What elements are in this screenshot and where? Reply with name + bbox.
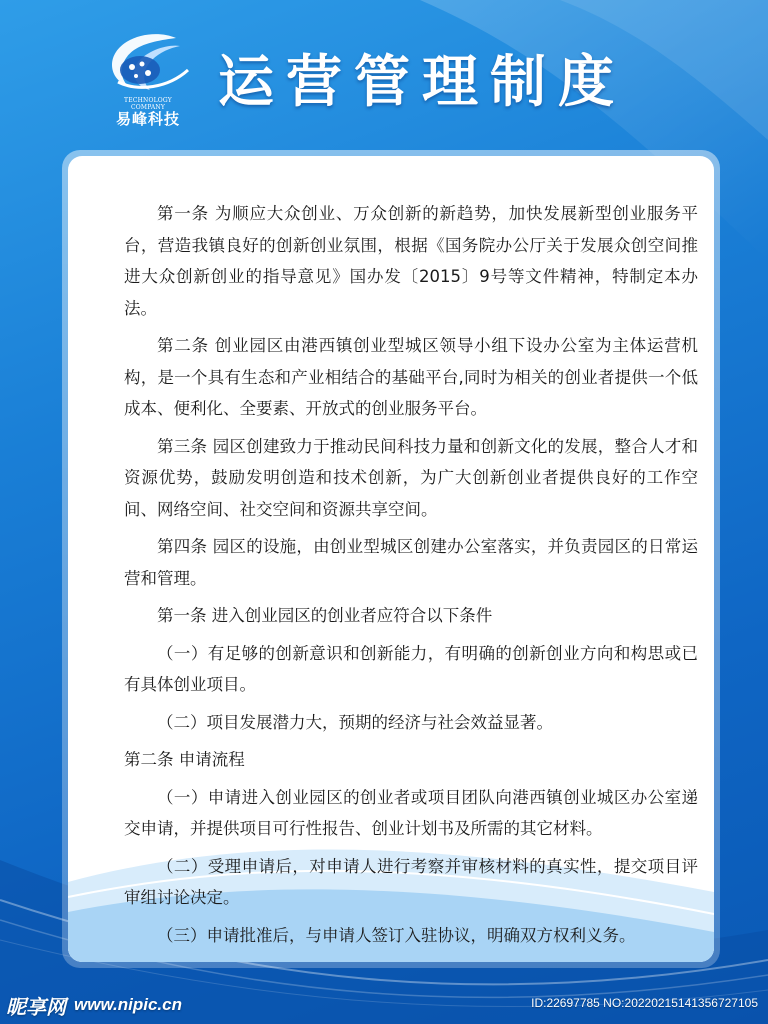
company-logo: [98, 30, 198, 130]
logo-english-text: TECHNOLOGY COMPANY: [124, 97, 172, 111]
watermark-brand: [0, 986, 230, 1024]
article-paragraph: 第一条 进入创业园区的创业者应符合以下条件: [157, 606, 493, 625]
article-paragraph: （三）申请批准后，与申请人签订入驻协议，明确双方权利义务。: [157, 925, 636, 945]
article-paragraph: 第四条 园区的设施，由创业型城区创建办公室落实，并负责园区的日常运营和管理。: [124, 537, 698, 588]
swirl-globe-logo-icon: [98, 30, 198, 100]
watermark-url: www.nipic.cn: [74, 995, 182, 1014]
watermark-brand-name: 昵享网: [6, 994, 66, 1019]
section-heading: 第二条 申请流程: [124, 750, 245, 769]
article-paragraph: （二）项目发展潜力大，预期的经济与社会效益显著。: [157, 712, 553, 732]
article-paragraph: （二）受理申请后，对申请人进行考察并审核材料的真实性，提交项目评审组讨论决定。: [124, 856, 698, 907]
article-paragraph: （一）申请进入创业园区的创业者或项目团队向港西镇创业城区办公室递交申请，并提供项目可行性报告、创业计划书及所需的其它材料。: [124, 787, 698, 838]
content-card: [62, 150, 720, 968]
article-paragraph: 第一条 为顺应大众创业、万众创新的新趋势，加快发展新型创业服务平台，营造我镇良好的创新创业氛围，根据《国务院办公厅关于发展众创空间推进大众创新创业的指导意见》国办发〔2015〕9号等文件精神，特制定本办法。: [124, 204, 698, 318]
article-paragraph: 第三条 园区创建致力于推动民间科技力量和创新文化的发展，整合人才和资源优势，鼓励发明创造和技术创新，为广大创新创业者提供良好的工作空间、网络空间、社交空间和资源共享空间。: [124, 436, 698, 519]
regulation-text: [124, 198, 698, 957]
logo-company-name: 易峰科技: [115, 110, 180, 128]
article-paragraph: （一）有足够的创新意识和创新能力，有明确的创新创业方向和构思或已有具体创业项目。: [124, 643, 698, 694]
article-paragraph: 第二条 创业园区由港西镇创业型城区领导小组下设办公室为主体运营机构，是一个具有生态和产业相结合的基础平台,同时为相关的创业者提供一个低成本、便利化、全要素、开放式的创业服务平台。: [124, 336, 698, 418]
watermark-id: ID:22697785 NO:20220215141356727105: [531, 996, 758, 1010]
page-title: 运营管理制度: [218, 50, 626, 115]
